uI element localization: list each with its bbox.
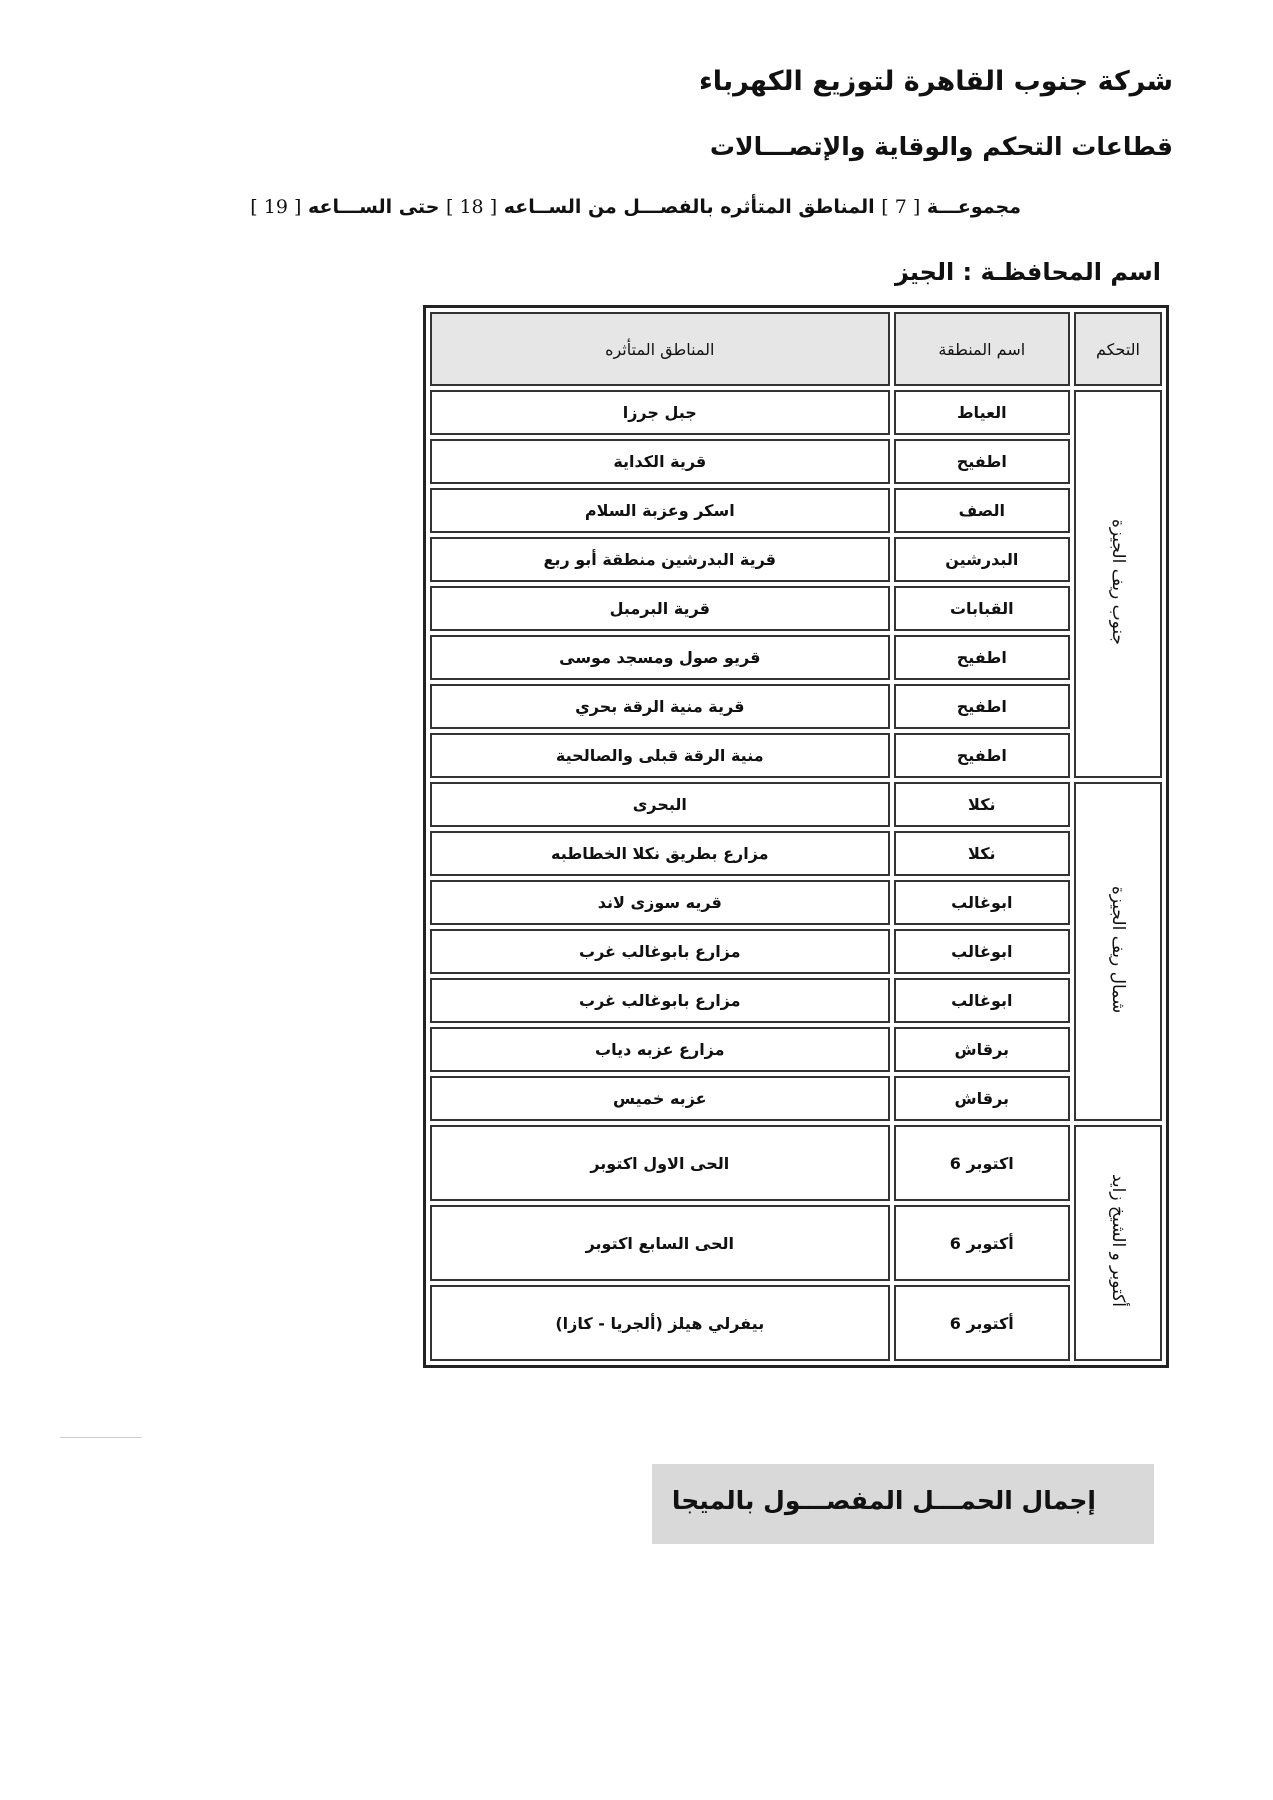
table-row: [430, 1076, 1162, 1121]
company-name: شركة جنوب القاهرة لتوزيع الكهرباء: [699, 66, 1173, 97]
control-cell: [1074, 1125, 1162, 1361]
region-cell: ابوغالب: [894, 978, 1070, 1023]
region-cell: برقاش: [894, 1076, 1070, 1121]
area-cell: مزارع بطريق نكلا الخطاطبه: [430, 831, 890, 876]
region-cell: ابوغالب: [894, 929, 1070, 974]
table-row: [430, 586, 1162, 631]
column-header-control: التحكم: [1074, 312, 1162, 386]
table-row: [430, 978, 1162, 1023]
total-load-label: إجمال الحمـــل المفصـــول بالميجا: [671, 1486, 1096, 1515]
region-cell: برقاش: [894, 1027, 1070, 1072]
table-row: [430, 537, 1162, 582]
region-cell: البدرشين: [894, 537, 1070, 582]
affected-areas-table: [423, 305, 1169, 1368]
area-cell: مزارع بابوغالب غرب: [430, 929, 890, 974]
table-row: [430, 1125, 1162, 1201]
area-cell: بيفرلي هيلز (ألجريا - كازا): [430, 1285, 890, 1361]
total-load-box: [652, 1464, 1154, 1544]
table-row: [430, 733, 1162, 778]
region-cell: القبابات: [894, 586, 1070, 631]
table-row: [430, 1205, 1162, 1281]
region-cell: اطفيح: [894, 439, 1070, 484]
table-row: [430, 880, 1162, 925]
hour-from: 18: [459, 196, 484, 218]
area-cell: اسكر وعزبة السلام: [430, 488, 890, 533]
governorate-label: اسم المحافظـة : الجيز: [894, 258, 1161, 286]
area-cell: مزارع بابوغالب غرب: [430, 978, 890, 1023]
table-row: [430, 684, 1162, 729]
region-cell: العياط: [894, 390, 1070, 435]
table-row: [430, 929, 1162, 974]
control-cell: [1074, 390, 1162, 778]
group-number: 7: [894, 196, 907, 218]
area-cell: قريه سوزى لاند: [430, 880, 890, 925]
table-row: [430, 831, 1162, 876]
area-cell: مزارع عزبه دياب: [430, 1027, 890, 1072]
region-cell: اطفيح: [894, 635, 1070, 680]
group-middle-text: المناطق المتأثره بالفصـــل من الســاعه: [503, 196, 875, 218]
region-cell: اكتوبر 6: [894, 1125, 1070, 1201]
table-row: [430, 488, 1162, 533]
area-cell: الحى السابع اكتوبر: [430, 1205, 890, 1281]
margin-scan-mark: [60, 1437, 142, 1438]
hour-to: 19: [263, 196, 288, 218]
control-label: جنوب ريف الجيزة: [1108, 518, 1128, 646]
table-row: [430, 635, 1162, 680]
sector-title: قطاعات التحكم والوقاية والإتصـــالات: [709, 132, 1173, 161]
area-cell: عزبه خميس: [430, 1076, 890, 1121]
area-cell: قريو صول ومسجد موسى: [430, 635, 890, 680]
region-cell: اطفيح: [894, 684, 1070, 729]
group-until-text: حتى الســـاعه: [308, 196, 440, 218]
table-row: [430, 782, 1162, 827]
control-label: أكتوبر و الشيخ زايد: [1108, 1174, 1128, 1308]
table-row: [430, 390, 1162, 435]
table-row: [430, 1285, 1162, 1361]
table-row: [430, 1027, 1162, 1072]
area-cell: قرية البدرشين منطقة أبو ربع: [430, 537, 890, 582]
control-cell: [1074, 782, 1162, 1121]
region-cell: أكتوبر 6: [894, 1205, 1070, 1281]
region-cell: أكتوبر 6: [894, 1285, 1070, 1361]
region-cell: نكلا: [894, 782, 1070, 827]
region-cell: اطفيح: [894, 733, 1070, 778]
column-header-region: اسم المنطقة: [894, 312, 1070, 386]
area-cell: قرية منية الرقة بحري: [430, 684, 890, 729]
area-cell: البحرى: [430, 782, 890, 827]
area-cell: جبل جرزا: [430, 390, 890, 435]
group-prefix: مجموعـــة: [926, 196, 1021, 218]
table-row: [430, 439, 1162, 484]
column-header-areas: المناطق المتأثره: [430, 312, 890, 386]
area-cell: منية الرقة قبلى والصالحية: [430, 733, 890, 778]
group-line: مجموعـــة [ 7 ] المناطق المتأثره بالفصـــل من الســاعه [ 18 ] حتى الســـاعه [ 19 ]: [250, 196, 1021, 218]
area-cell: قرية الكداية: [430, 439, 890, 484]
region-cell: الصف: [894, 488, 1070, 533]
control-label: شمال ريف الجيزة: [1108, 885, 1128, 1014]
region-cell: ابوغالب: [894, 880, 1070, 925]
area-cell: الحى الاول اكتوبر: [430, 1125, 890, 1201]
region-cell: نكلا: [894, 831, 1070, 876]
area-cell: قرية البرمبل: [430, 586, 890, 631]
